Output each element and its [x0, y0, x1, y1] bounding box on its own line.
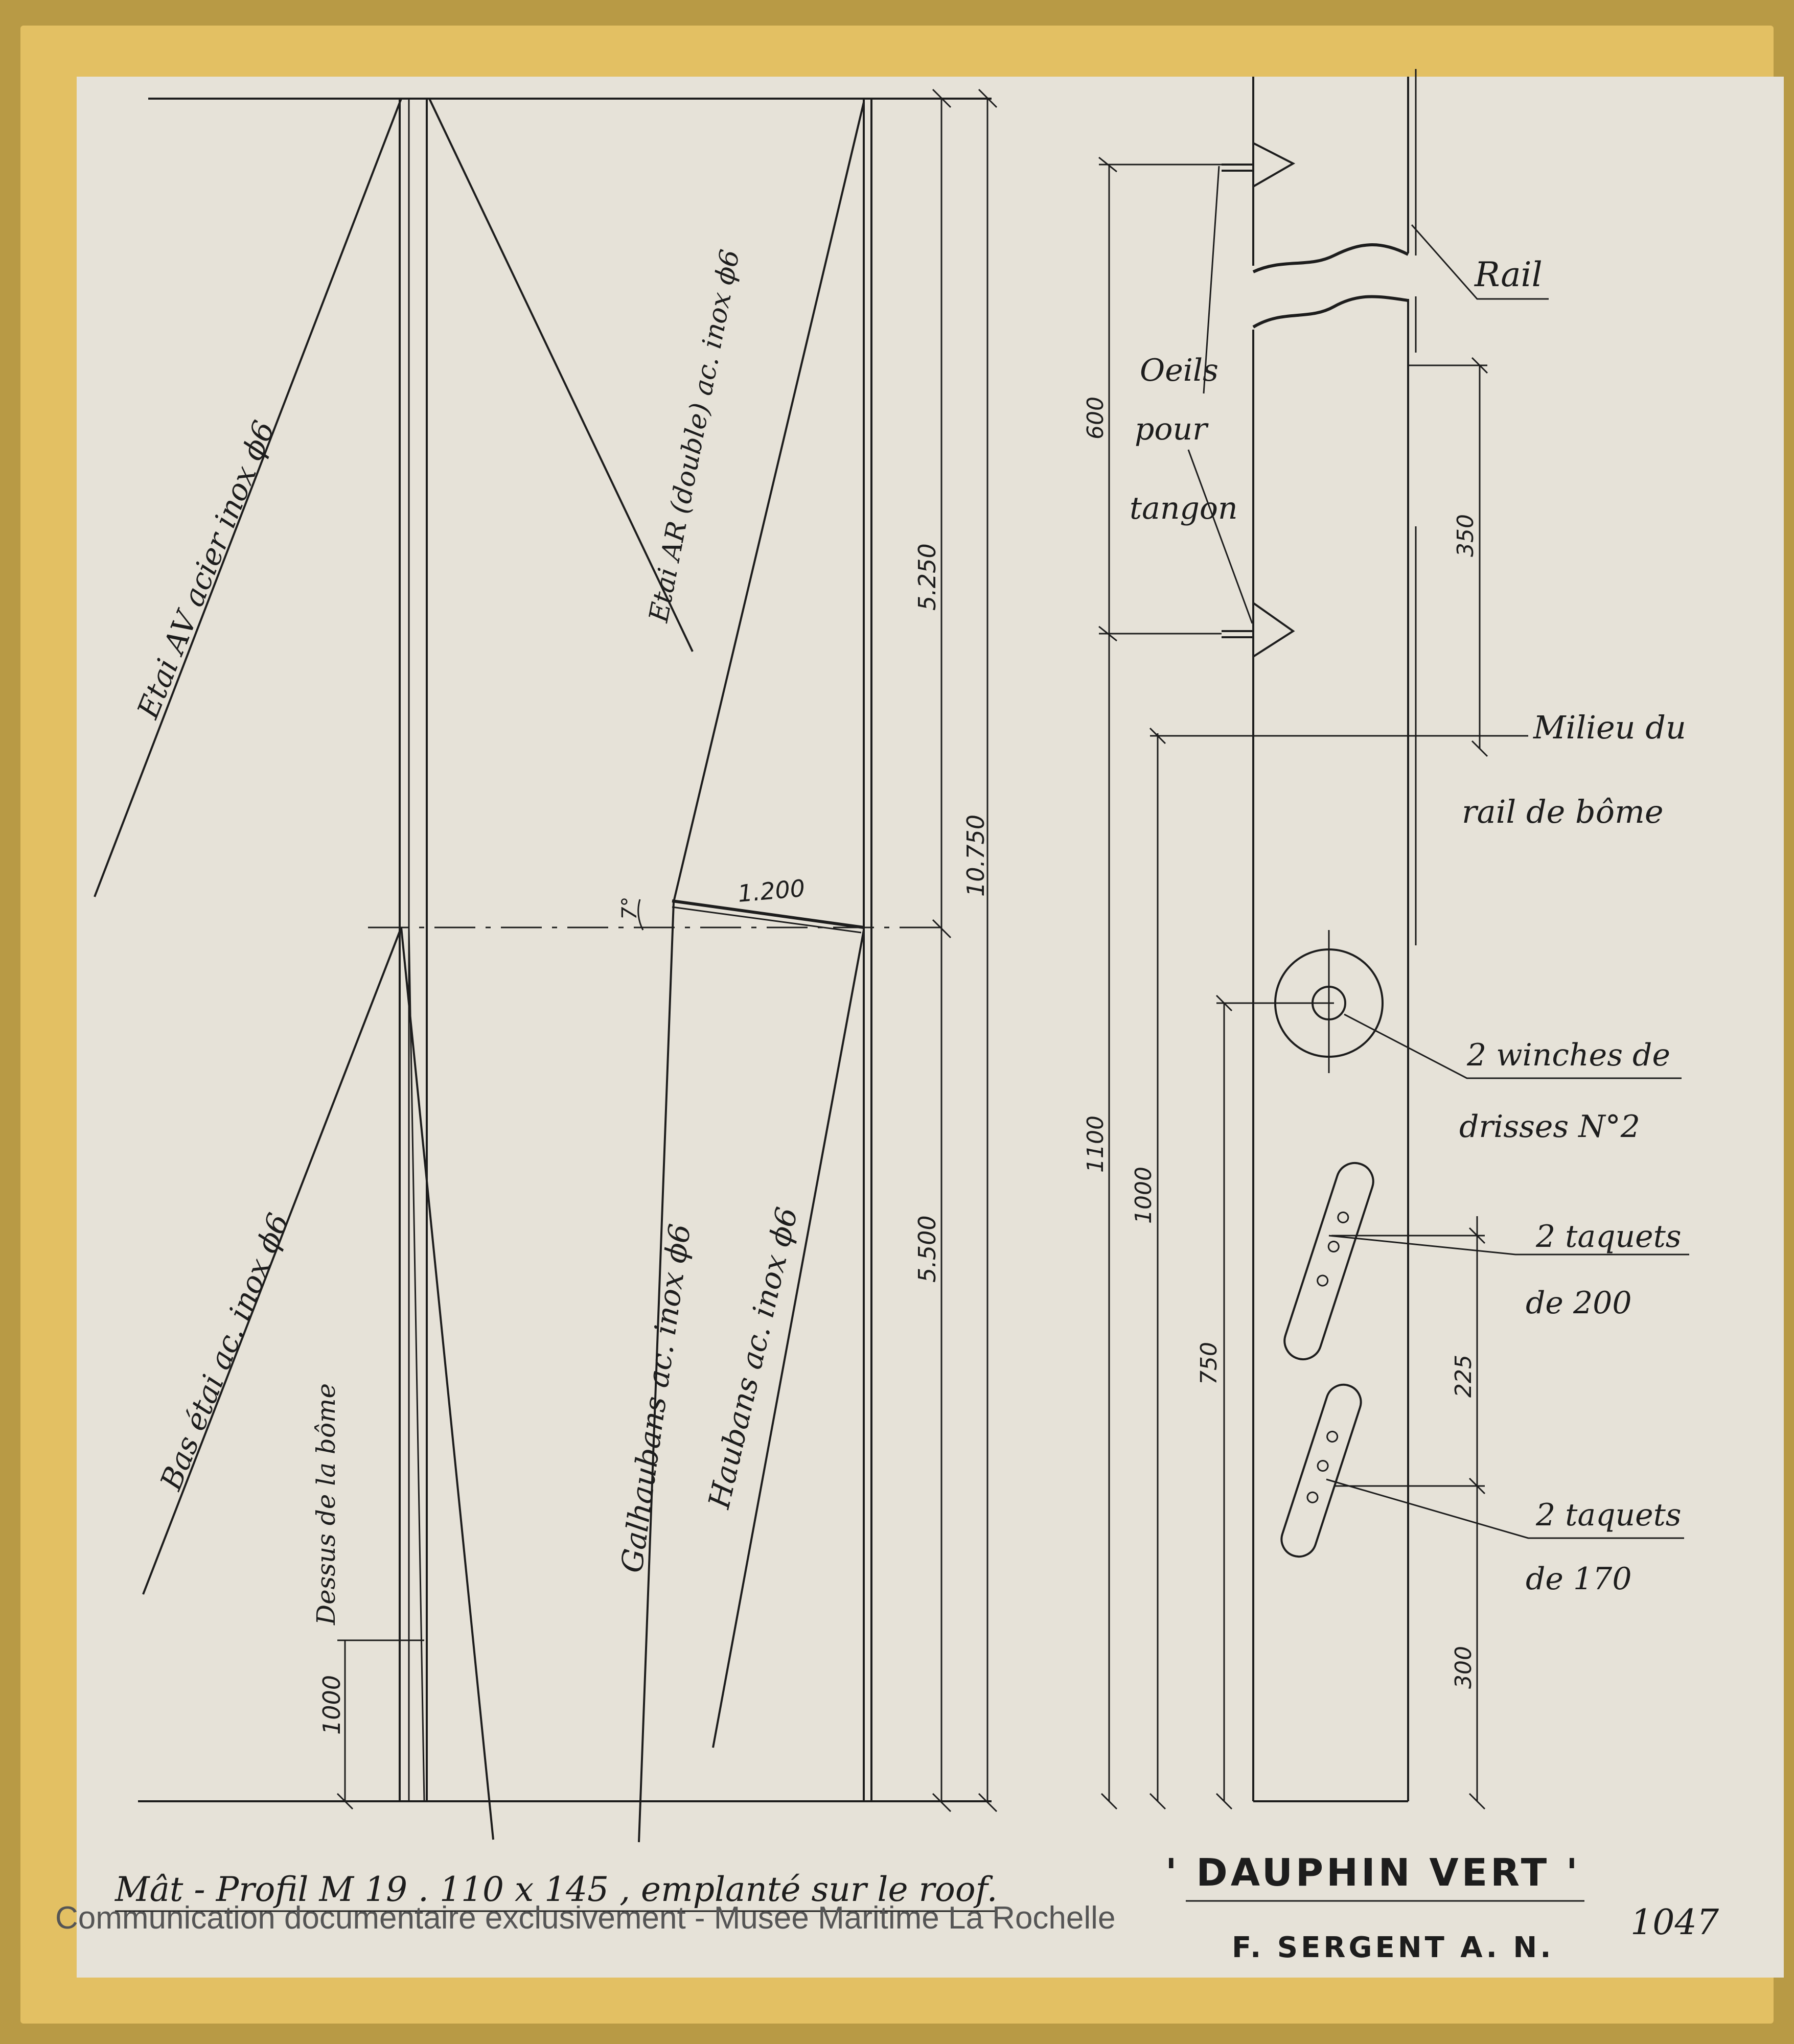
taquets-170-label-2: de 170: [1526, 1561, 1632, 1597]
winches-label-2: drisses N°2: [1459, 1109, 1640, 1145]
pour-label: pour: [1135, 411, 1207, 447]
break-line-upper: [1253, 245, 1408, 272]
boat-title: ' DAUPHIN VERT ': [1165, 1851, 1581, 1895]
lower-shroud-label: Haubans ac. inox ϕ6: [701, 1204, 805, 1512]
spreader-lower-edge: [672, 907, 861, 933]
taquets-200-label-2: de 200: [1526, 1285, 1632, 1321]
dim-10750: 10.750: [962, 815, 990, 897]
cleat-200-body: [1280, 1158, 1378, 1364]
oeils-label: Oeils: [1140, 353, 1218, 388]
dim-600: 600: [1083, 397, 1109, 439]
dim-5500: 5.500: [913, 1215, 941, 1283]
archive-watermark: Communication documentaire exclusivement - Musee Maritime La Rochelle: [55, 1900, 1116, 1936]
pole-eye-lower: [1253, 603, 1293, 657]
rail-label: Rail: [1475, 255, 1543, 294]
backstay-label: Etai AR (double) ac. inox ϕ6: [643, 247, 746, 625]
cap-shroud-label: Galhaubans ac. inox ϕ6: [614, 1221, 698, 1575]
break-line-lower: [1253, 296, 1408, 327]
dim-225: 225: [1451, 1355, 1477, 1398]
cleat-hole: [1327, 1240, 1340, 1253]
cleat-hole: [1316, 1274, 1329, 1287]
inner-forestay-label: Bas étai ac. inox ϕ6: [153, 1208, 296, 1495]
cleat-hole: [1316, 1459, 1329, 1472]
dim-1100: 1100: [1083, 1116, 1109, 1173]
dim-300: 300: [1451, 1646, 1477, 1689]
mast-caption: Mât - Profil M 19 . 110 x 145 , emplanté sur le roof.: [115, 1870, 998, 1909]
middle-view: [614, 89, 997, 1842]
milieu-du-label: Milieu du: [1533, 709, 1686, 746]
leader-oeils-bottom: [1188, 450, 1252, 623]
dim-5250: 5.250: [913, 543, 941, 611]
cap-shroud-upper: [674, 102, 864, 902]
dim-1000: 1000: [1131, 1167, 1157, 1224]
spreader-angle-label: 7°: [618, 896, 641, 920]
sheet-number: 1047: [1630, 1902, 1719, 1943]
winches-label-1: 2 winches de: [1467, 1037, 1670, 1073]
dim-1000-left: 1000: [318, 1675, 346, 1735]
cleat-200: [1280, 1158, 1378, 1364]
dim-350: 350: [1453, 514, 1479, 557]
cleat-hole: [1326, 1430, 1339, 1443]
rail-de-bome-label: rail de bôme: [1462, 793, 1664, 830]
taquets-170-label-1: 2 taquets: [1536, 1497, 1682, 1533]
boom-top-label: Dessus de la bôme: [311, 1383, 341, 1625]
taquets-200-label-1: 2 taquets: [1536, 1219, 1682, 1255]
cleat-hole: [1306, 1491, 1319, 1504]
pole-eye-upper: [1253, 143, 1293, 187]
center-stay-line: [409, 927, 424, 1801]
dim-750: 750: [1196, 1342, 1222, 1385]
forestay-label: Etai AV acier inox ϕ6: [130, 415, 282, 724]
cleat-170: [1277, 1380, 1366, 1561]
tangon-label: tangon: [1130, 491, 1238, 526]
lower-shroud: [713, 930, 864, 1748]
spreader-length-label: 1.200: [737, 874, 807, 908]
cleat-hole: [1337, 1211, 1349, 1224]
designer-label: F. SERGENT A. N.: [1232, 1931, 1554, 1964]
lower-shroud-line: [401, 927, 493, 1840]
right-detail-view: [1083, 69, 1689, 1809]
